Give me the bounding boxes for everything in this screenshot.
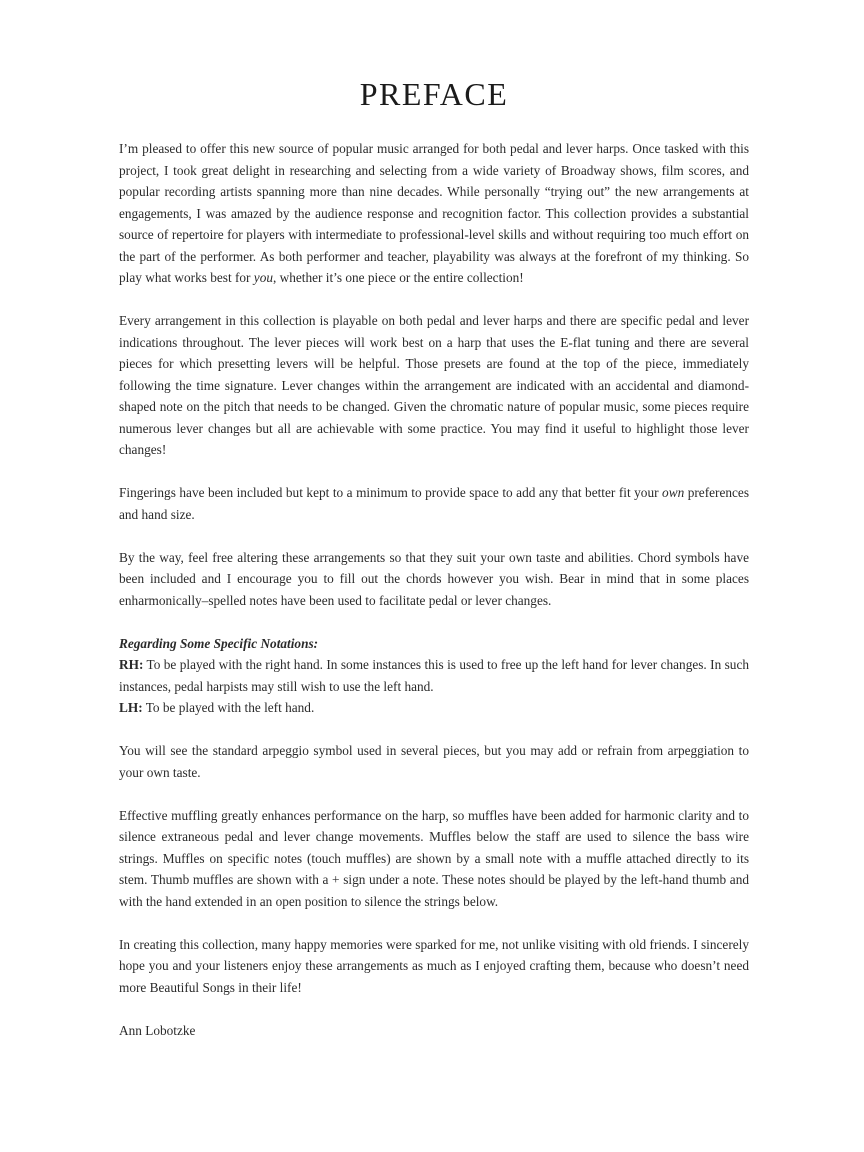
paragraph-intro: I’m pleased to offer this new source of popular music arranged for both pedal and lever harps. Once tasked with this project, I took great delight in researching and selecting from a wide variety of Broadway shows, film scores, and popular recording artists spanning more than nine decades. While personally “trying out” the new arrangements at engagements, I was amazed by the audience response and recognition factor. This collection provides a substantial source of repertoire for players with intermediate to professional-level skills and without requiring too much effort on the part of the performer. As both performer and teacher, playability was always at the forefront of my thinking. So play what works best for you, whether it’s one piece or the entire collection!	[119, 141, 749, 285]
page-title: PREFACE	[359, 76, 509, 112]
author-signature: Ann Lobotzke	[119, 1022, 196, 1038]
paragraph-rh-note: RH: To be played with the right hand. In some instances this is used to free up the left hand for lever changes. In such instances, pedal harpists may still wish to use the left hand.	[119, 657, 749, 694]
paragraph-altering: By the way, feel free altering these arrangements so that they suit your own taste and abilities. Chord symbols have been included and I encourage you to fill out the chords however you wish. Bear in mind that in some places enharmonically–spelled notes have been used to facilitate pedal or lever changes.	[119, 549, 749, 608]
paragraph-arpeggio: You will see the standard arpeggio symbol used in several pieces, but you may add or refrain from arpeggiation to your own taste.	[119, 743, 749, 780]
paragraph-pedal-lever: Every arrangement in this collection is playable on both pedal and lever harps and there are specific pedal and lever indications throughout. The lever pieces will work best on a harp that uses the E-flat tuning and there are several pieces for which presetting levers will be helpful. Those presets are found at the top of the piece, immediately following the time signature. Lever changes within the arrangement are indicated with an accidental and diamond-shaped note on the pitch that needs to be changed. Given the chromatic nature of popular music, some pieces require numerous lever changes but all are achievable with some practice. You may find it useful to highlight those lever changes!	[119, 313, 749, 457]
paragraph-muffling: Effective muffling greatly enhances performance on the harp, so muffles have been added for harmonic clarity and to silence extraneous pedal and lever change movements. Muffles below the staff are used to silence the bass wire strings. Muffles on specific notes (touch muffles) are shown by a small note with a muffle attached directly to its stem. Thumb muffles are shown with a + sign under a note. These notes should be played by the left-hand thumb and with the hand extended in an open position to silence the strings below.	[119, 807, 749, 909]
notations-heading: Regarding Some Specific Notations:	[119, 635, 319, 651]
paragraph-closing: In creating this collection, many happy memories were sparked for me, not unlike visiting with old friends. I sincerely hope you and your listeners enjoy these arrangements as much as I enjoyed crafting them, because who doesn’t need more Beautiful Songs in their life!	[119, 936, 749, 995]
paragraph-fingerings: Fingerings have been included but kept to a minimum to provide space to add any that better fit your own preferences and hand size.	[119, 485, 749, 522]
preface-body	[119, 138, 749, 1041]
paragraph-lh-note: LH: To be played with the left hand.	[119, 700, 315, 715]
